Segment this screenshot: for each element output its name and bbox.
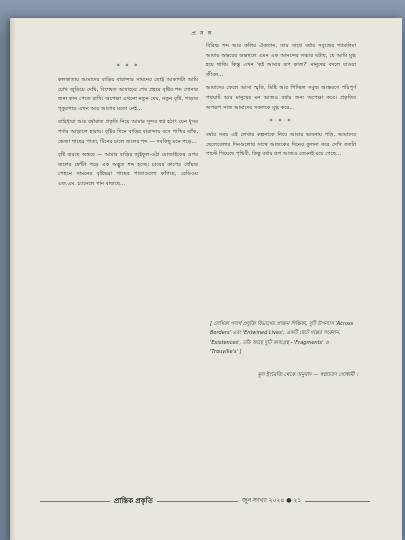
right-paragraph-2: আমাদের ফেলে আসা স্মৃতি, মিষ্টি আর পিচ্ছিল সবুজ আস্তরণে পরিপূর্ণ পথঘাট আর মানুষের মন আজও বর্ষার জন্য অপেক্ষা করে। প্রকৃতির অপরূপ সাজ আমাদের সকলকে মুগ্ধ করে… <box>206 85 356 111</box>
section-divider-stars-2: * * * <box>269 118 293 126</box>
author-bio: [ লেখিকা পদার্থ প্রযুক্তি বিভাগের প্রাক্তন শিক্ষিকা, দুটি উপন্যাস 'Across Borders' এবং 'Entwined Lives', একটি ছোট গল্পের সংকলন, 'Existences', তাঁর আছে দুটি কাব্যগ্রন্থ - 'Fragments' ও 'Trouville's' ] <box>210 321 354 356</box>
right-column <box>206 42 356 164</box>
page-footer <box>40 495 370 509</box>
left-paragraph-1: কলকাতায় আমাদের বাড়ির বারান্দার সামনের ছোট্ট আকাশটা আমি চোখ জুড়িয়ে দেখি, বিশেষত আষাঢ়ের শেষ প্রহরে বৃষ্টির শব্দ শোনার জন্য কান পেতে রাখি। অপেক্ষা এখনো নতুন মেঘ, নতুন বৃষ্টি, পাড়ার পুকুরপাড় এখন আর আগের মতো নেই… <box>58 77 198 112</box>
section-divider-stars: * * * <box>116 63 140 70</box>
left-paragraph-3: বৃষ্টি ঝরছে অন্তরে — আমার বাড়ির জুইফুল-ওঠা মোজাইকের ওপর জলের ফোঁটা পড়ে এক অদ্ভুত শব্দ হচ্ছে। চায়ের কাপের ধোঁয়ার পেছনে সামনের বৃষ্টিভরা গাছের পাতাগুলো কাঁপছে, রেডিওয় এফ.এম. চ্যানেলে গান বাজছে… <box>58 152 198 187</box>
left-paragraph-2: বারিধারা আর বর্ষারাত প্রকৃতি নিয়ে আমার সুন্দর স্বপ্ন হঠাৎ যেন ধূসর পর্দার আড়ালে হারায়। বৃষ্টির দিনে বাড়ির বারান্দায় বসে পাখির ঝাঁক, ভেজা গাছের পাতা, টিনের চালে জলের শব্দ — সবকিছু মনে পড়ে… <box>58 119 198 145</box>
right-paragraph-3: বর্ষার সময় এই লেখার কল্পনাকে নিয়ে আবার ভাবনায় পড়ি, আমাদের ছেলেবেলার দিনগুলোর সাথে আজকের দিনের তুলনা করে দেখি কতটা পাল্টে গিয়েছে পৃথিবী, কিন্তু বর্ষার রূপ আজও তেমনই রয়ে গেছে… <box>206 132 356 158</box>
right-paragraph-1: বিরিঞ্চ শব্দ আর কলির ঐকতান, তার সাথে বর্ষার সবুজের শ্যামলিমা আমার অন্তরের অন্তস্থলে এমন এক আনন্দের সঞ্চার ঘটায়, যে আমি মুগ্ধ হয়ে থাকি। কিন্তু এখন 'কই আমার রূপ কাজ?' মানুষের বদলে যাওয়া জীবন… <box>206 43 356 78</box>
sheet-binding-edge <box>10 18 16 540</box>
translation-credit: মূল ইংরেজি থেকে অনুবাদ — স্বপ্নাচরণ গোস্বামী । <box>257 372 358 378</box>
magazine-logo: প্রান্তিক প্রকৃতি <box>110 495 157 507</box>
left-column <box>58 58 198 194</box>
footer-rule <box>40 501 370 502</box>
section-label: প্র স ঙ্গ <box>191 30 213 37</box>
issue-and-page-number: জুন সংখ্যা ২০২৪ ● ২১ <box>238 495 305 506</box>
